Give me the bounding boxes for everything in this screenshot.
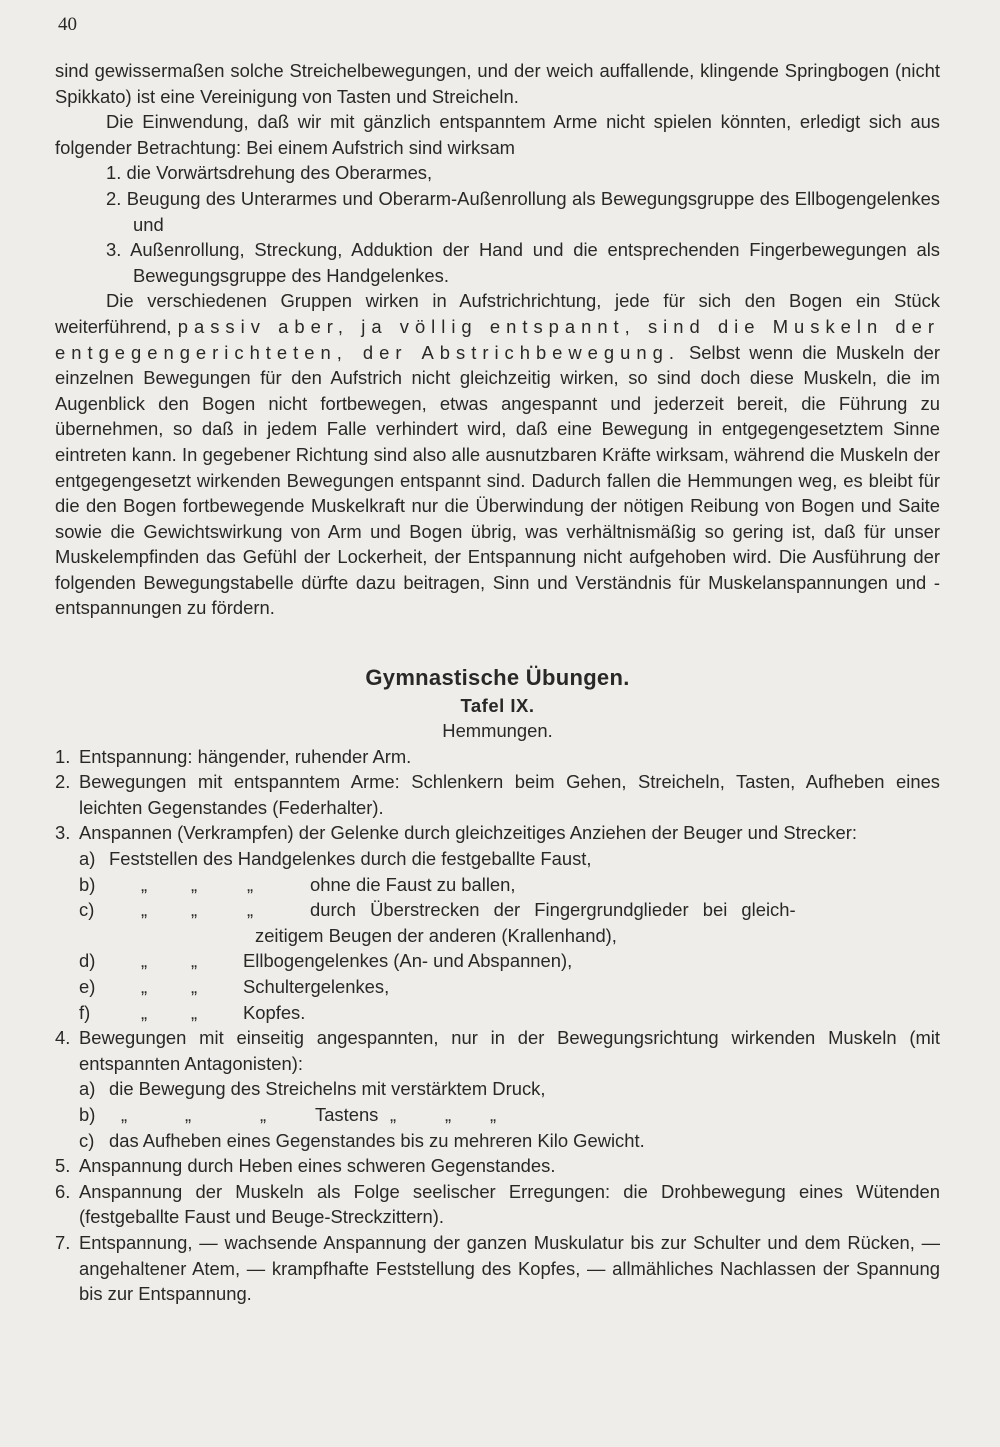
ditto-mark: „ bbox=[185, 1103, 192, 1125]
spaced-emphasis: passiv aber, ja völlig entspannt, sind die Muskeln der entgegengerichteten, der Abstrichbewegung. bbox=[55, 315, 940, 363]
paragraph-3: Die verschiedenen Gruppen wirken in Aufstrichrichtung, jede für sich den Bogen ein Stück weiterführend, passiv aber, ja völlig entspannt, sind die Muskeln der entgegengerichteten, der Abstrichbewegung. Selbst wenn die Muskeln der einzelnen Bewegungen für den Aufstrich nicht gleichzeitig wirken, so sind doch diese Muskeln, die im Augenblick den Bogen nicht fortbewegen, etwas angespannt und jederzeit bereit, die Führung zu übernehmen, so daß in jedem Falle verhindert wird, daß eine Bewegung in entgegengesetztem Sinne eintreten kann. In gegebener Richtung sind also alle ausnutzbaren Kräfte wirksam, während die Muskeln der entgegengesetzt wirkenden Bewegungen entspannt sind. Dadurch fallen die Hemmungen weg, es bleibt für die den Bogen fortbewegende Muskelkraft nur die Überwindung der nötigen Reibung von Bogen und Saite sowie die Gewichtswirkung von Arm und Bogen übrig, was verhältnismäßig so gering ist, daß für unser Muskelempfinden das Gefühl der Lockerheit, der Entspannung nicht aufgehoben wird. Die Ausführung der folgenden Bewegungstabelle dürfte dazu beitragen, Sinn und Verständnis für Muskelanspannungen und -entspannungen zu fördern. bbox=[55, 290, 940, 619]
ditto-mark: „ bbox=[191, 1001, 198, 1023]
exercise-subitem: b) „ „ „ Tastens „ „ „ bbox=[55, 1102, 940, 1128]
ditto-mark: „ bbox=[141, 899, 148, 921]
list-item: 1. die Vorwärtsdrehung des Oberarmes, bbox=[106, 162, 433, 184]
exercise-item: 5. Anspannung durch Heben eines schweren Gegenstandes. bbox=[55, 1155, 556, 1177]
ditto-mark: „ bbox=[390, 1103, 397, 1125]
exercise-continuation: zeitigem Beugen der anderen (Krallenhand), bbox=[255, 924, 617, 946]
ditto-mark: „ bbox=[445, 1103, 452, 1125]
ditto-mark: „ bbox=[141, 976, 148, 997]
page-number: 40 bbox=[58, 14, 77, 35]
exercise-subitem: d) „ „ Ellbogengelenkes (An- und Abspannen), bbox=[55, 948, 940, 974]
ditto-mark: „ bbox=[191, 950, 198, 972]
list-item: 3. Außenrollung, Streckung, Adduktion der Hand und die entsprechenden Fingerbewegungen als Bewegungsgruppe des Handgelenkes. bbox=[106, 239, 940, 286]
tafel-heading: Tafel IX. bbox=[460, 695, 535, 717]
ditto-mark: „ bbox=[191, 899, 198, 921]
exercise-item: 4. Bewegungen mit einseitig angespannten, nur in der Bewegungsrichtung wirkenden Muskeln (mit entspannten Antagonisten): bbox=[55, 1027, 940, 1074]
ditto-mark: „ bbox=[191, 873, 198, 895]
ditto-mark: „ bbox=[141, 873, 148, 895]
ditto-mark: „ bbox=[260, 1103, 267, 1125]
ditto-mark: „ bbox=[490, 1103, 497, 1125]
exercise-item: 6. Anspannung der Muskeln als Folge seelischer Erregungen: die Drohbewegung eines Wütenden (festgeballte Faust und Beuge-Streckzittern). bbox=[55, 1180, 940, 1228]
exercise-subitem: f) „ „ Kopfes. bbox=[55, 1000, 940, 1026]
list-item: 2. Beugung des Unterarmes und Oberarm-Außenrollung als Bewegungsgruppe des Ellbogengelenkes und bbox=[106, 187, 940, 235]
exercise-item: 7. Entspannung, — wachsende Anspannung der ganzen Muskulatur bis zur Schulter und dem Rücken, — angehaltener Atem, — krampfhafte Feststellung des Kopfes, — allmähliches Nachlassen der Spannung bis zur Entspannung. bbox=[55, 1231, 940, 1305]
exercise-subitem: a) Feststellen des Handgelenkes durch die festgeballte Faust, bbox=[79, 848, 592, 870]
ditto-mark: „ bbox=[247, 899, 254, 921]
exercise-subitem: b) „ „ „ ohne die Faust zu ballen, bbox=[55, 872, 940, 898]
paragraph-1: sind gewissermaßen solche Streichelbewegungen, und der weich auffallende, klingende Springbogen (nicht Spikkato) ist eine Vereinigung von Tasten und Streicheln. bbox=[55, 60, 940, 107]
page-content bbox=[55, 58, 940, 1307]
exercise-item: 1. Entspannung: hängender, ruhender Arm. bbox=[55, 745, 412, 767]
ditto-mark: „ bbox=[247, 873, 254, 895]
section-subtitle: Hemmungen. bbox=[442, 720, 553, 742]
paragraph-2: Die Einwendung, daß wir mit gänzlich entspanntem Arme nicht spielen könnten, erledigt sich aus folgender Betrachtung: Bei einem Aufstrich sind wirksam bbox=[55, 111, 940, 158]
exercise-subitem: c) das Aufheben eines Gegenstandes bis zu mehreren Kilo Gewicht. bbox=[79, 1129, 645, 1151]
ditto-mark: „ bbox=[121, 1103, 128, 1125]
section-title: Gymnastische Übungen. bbox=[365, 665, 630, 691]
exercise-item: 2. Bewegungen mit entspanntem Arme: Schlenkern beim Gehen, Streicheln, Tasten, Aufheben eines leichten Gegenstandes (Federhalter). bbox=[55, 771, 940, 818]
ditto-mark: „ bbox=[141, 950, 148, 972]
exercise-subitem: e) „ „ Schultergelenkes, bbox=[55, 974, 940, 1000]
exercise-subitem: a) die Bewegung des Streichelns mit verstärktem Druck, bbox=[79, 1078, 546, 1100]
ditto-mark: „ bbox=[141, 1001, 148, 1023]
exercise-item: 3. Anspannen (Verkrampfen) der Gelenke durch gleichzeitiges Anziehen der Beuger und Strecker: bbox=[55, 822, 857, 844]
exercise-subitem: c) „ „ „ durch Überstrecken der Fingergrundglieder bei gleich- bbox=[55, 897, 940, 923]
ditto-mark: „ bbox=[191, 976, 198, 997]
